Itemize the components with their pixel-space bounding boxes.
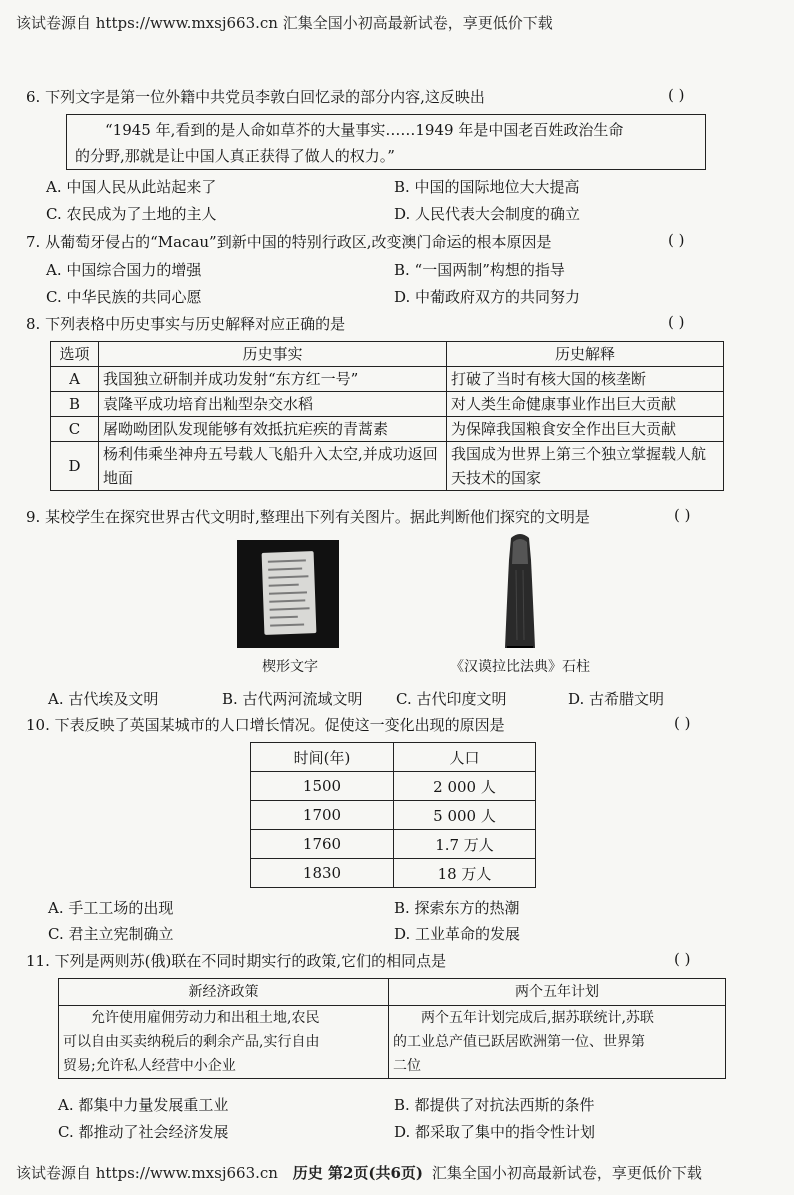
row-interpretation: 我国成为世界上第三个独立掌握载人航天技术的国家 — [447, 442, 724, 491]
plans-line-2: 的工业总产值已跃居欧洲第一位、世界第 — [393, 1034, 645, 1050]
question-6-quote-box — [66, 114, 706, 170]
row-interpretation: 对人类生命健康事业作出巨大贡献 — [447, 392, 724, 417]
q9-option-d: D. 古希腊文明 — [568, 690, 665, 708]
q10-option-a: A. 手工工场的出现 — [48, 899, 174, 917]
table-row — [251, 830, 536, 859]
cell-year: 1760 — [251, 830, 394, 859]
page-footer — [16, 1162, 702, 1183]
table-row — [51, 367, 724, 392]
cell-nep-content — [59, 1006, 389, 1079]
caption-cuneiform: 楔形文字 — [262, 659, 318, 675]
table-row — [51, 417, 724, 442]
q6-option-c: C. 农民成为了土地的主人 — [46, 205, 217, 223]
q10-option-b: B. 探索东方的热潮 — [394, 899, 520, 917]
q10-option-c: C. 君主立宪制确立 — [48, 925, 174, 943]
quote-line-2: 的分野,那就是让中国人真正获得了做人的权力。” — [75, 147, 395, 165]
row-interpretation: 打破了当时有核大国的核垄断 — [447, 367, 724, 392]
table-row — [251, 801, 536, 830]
q9-option-c: C. 古代印度文明 — [396, 690, 507, 708]
question-11-policy-table — [58, 978, 726, 1079]
question-8-stem: 8. 下列表格中历史事实与历史解释对应正确的是 — [26, 315, 346, 333]
header-interpretation: 历史解释 — [447, 342, 724, 367]
question-10-answer-paren: ( ) — [674, 714, 691, 732]
q7-option-d: D. 中葡政府双方的共同努力 — [394, 288, 581, 306]
table-row — [51, 442, 724, 491]
row-option: D — [51, 442, 99, 491]
row-fact: 袁隆平成功培育出籼型杂交水稻 — [99, 392, 447, 417]
row-fact: 杨利伟乘坐神舟五号载人飞船升入太空,并成功返回地面 — [99, 442, 447, 491]
header-option: 选项 — [51, 342, 99, 367]
q9-option-b: B. 古代两河流域文明 — [222, 690, 363, 708]
hammurabi-stele-image — [495, 530, 545, 652]
plans-line-1: 两个五年计划完成后,据苏联统计,苏联 — [421, 1010, 654, 1026]
row-option: A — [51, 367, 99, 392]
row-option: C — [51, 417, 99, 442]
footer-watermark-left: 该试卷源自 https://www.mxsj663.cn — [16, 1164, 278, 1182]
nep-line-2: 可以自由买卖纳税后的剩余产品,实行自由 — [63, 1034, 320, 1050]
table-header-row — [59, 979, 726, 1006]
table-row — [51, 392, 724, 417]
nep-line-1: 允许使用雇佣劳动力和出租土地,农民 — [91, 1010, 320, 1026]
question-8-answer-paren: ( ) — [668, 313, 685, 331]
question-9-stem: 9. 某校学生在探究世界古代文明时,整理出下列有关图片。据此判断他们探究的文明是 — [26, 508, 590, 526]
q11-option-a: A. 都集中力量发展重工业 — [58, 1096, 229, 1114]
row-interpretation: 为保障我国粮食安全作出巨大贡献 — [447, 417, 724, 442]
question-7-stem: 7. 从葡萄牙侵占的“Macau”到新中国的特别行政区,改变澳门命运的根本原因是 — [26, 233, 552, 251]
row-fact: 屠呦呦团队发现能够有效抵抗疟疾的青蒿素 — [99, 417, 447, 442]
row-fact: 我国独立研制并成功发射“东方红一号” — [99, 367, 447, 392]
header-year: 时间(年) — [251, 743, 394, 772]
caption-stele: 《汉谟拉比法典》石柱 — [450, 659, 590, 675]
cuneiform-tablet-image — [237, 540, 339, 648]
cell-year: 1700 — [251, 801, 394, 830]
header-fact: 历史事实 — [99, 342, 447, 367]
cell-population: 1.7 万人 — [394, 830, 536, 859]
table-row — [251, 772, 536, 801]
question-7-answer-paren: ( ) — [668, 231, 685, 249]
cell-year: 1830 — [251, 859, 394, 888]
q6-option-b: B. 中国的国际地位大大提高 — [394, 178, 580, 196]
question-10-population-table — [250, 742, 536, 888]
q11-option-b: B. 都提供了对抗法西斯的条件 — [394, 1096, 595, 1114]
cell-population: 18 万人 — [394, 859, 536, 888]
q6-option-d: D. 人民代表大会制度的确立 — [394, 205, 581, 223]
q11-option-c: C. 都推动了社会经济发展 — [58, 1123, 229, 1141]
q7-option-b: B. “一国两制”构想的指导 — [394, 261, 565, 279]
q6-option-a: A. 中国人民从此站起来了 — [46, 178, 217, 196]
cell-population: 2 000 人 — [394, 772, 536, 801]
table-header-row — [251, 743, 536, 772]
q9-option-a: A. 古代埃及文明 — [48, 690, 159, 708]
q7-option-a: A. 中国综合国力的增强 — [46, 261, 202, 279]
plans-line-3: 二位 — [393, 1058, 421, 1074]
q7-option-c: C. 中华民族的共同心愿 — [46, 288, 202, 306]
table-row — [251, 859, 536, 888]
page-header-watermark: 该试卷源自 https://www.mxsj663.cn 汇集全国小初高最新试卷，享更低价下载 — [16, 14, 553, 32]
nep-line-3: 贸易;允许私人经营中小企业 — [63, 1058, 236, 1074]
row-option: B — [51, 392, 99, 417]
cell-year: 1500 — [251, 772, 394, 801]
q11-option-d: D. 都采取了集中的指令性计划 — [394, 1123, 596, 1141]
question-10-stem: 10. 下表反映了英国某城市的人口增长情况。促使这一变化出现的原因是 — [26, 716, 505, 734]
question-11-answer-paren: ( ) — [674, 950, 691, 968]
header-population: 人口 — [394, 743, 536, 772]
question-11-stem: 11. 下列是两则苏(俄)联在不同时期实行的政策,它们的相同点是 — [26, 952, 447, 970]
quote-line-1: “1945 年,看到的是人命如草芥的大量事实……1949 年是中国老百姓政治生命 — [105, 121, 624, 139]
question-6-stem: 6. 下列文字是第一位外籍中共党员李敦白回忆录的部分内容,这反映出 — [26, 88, 485, 106]
question-9-answer-paren: ( ) — [674, 506, 691, 524]
footer-watermark-right: 汇集全国小初高最新试卷，享更低价下载 — [431, 1164, 702, 1182]
cell-population: 5 000 人 — [394, 801, 536, 830]
cell-plans-content — [389, 1006, 726, 1079]
question-8-table — [50, 341, 724, 491]
q10-option-d: D. 工业革命的发展 — [394, 925, 521, 943]
question-6-answer-paren: ( ) — [668, 86, 685, 104]
footer-page-number: 历史 第2页(共6页) — [292, 1164, 424, 1182]
header-nep: 新经济政策 — [59, 979, 389, 1006]
table-row — [59, 1006, 726, 1079]
table-header-row — [51, 342, 724, 367]
header-five-year-plans: 两个五年计划 — [389, 979, 726, 1006]
